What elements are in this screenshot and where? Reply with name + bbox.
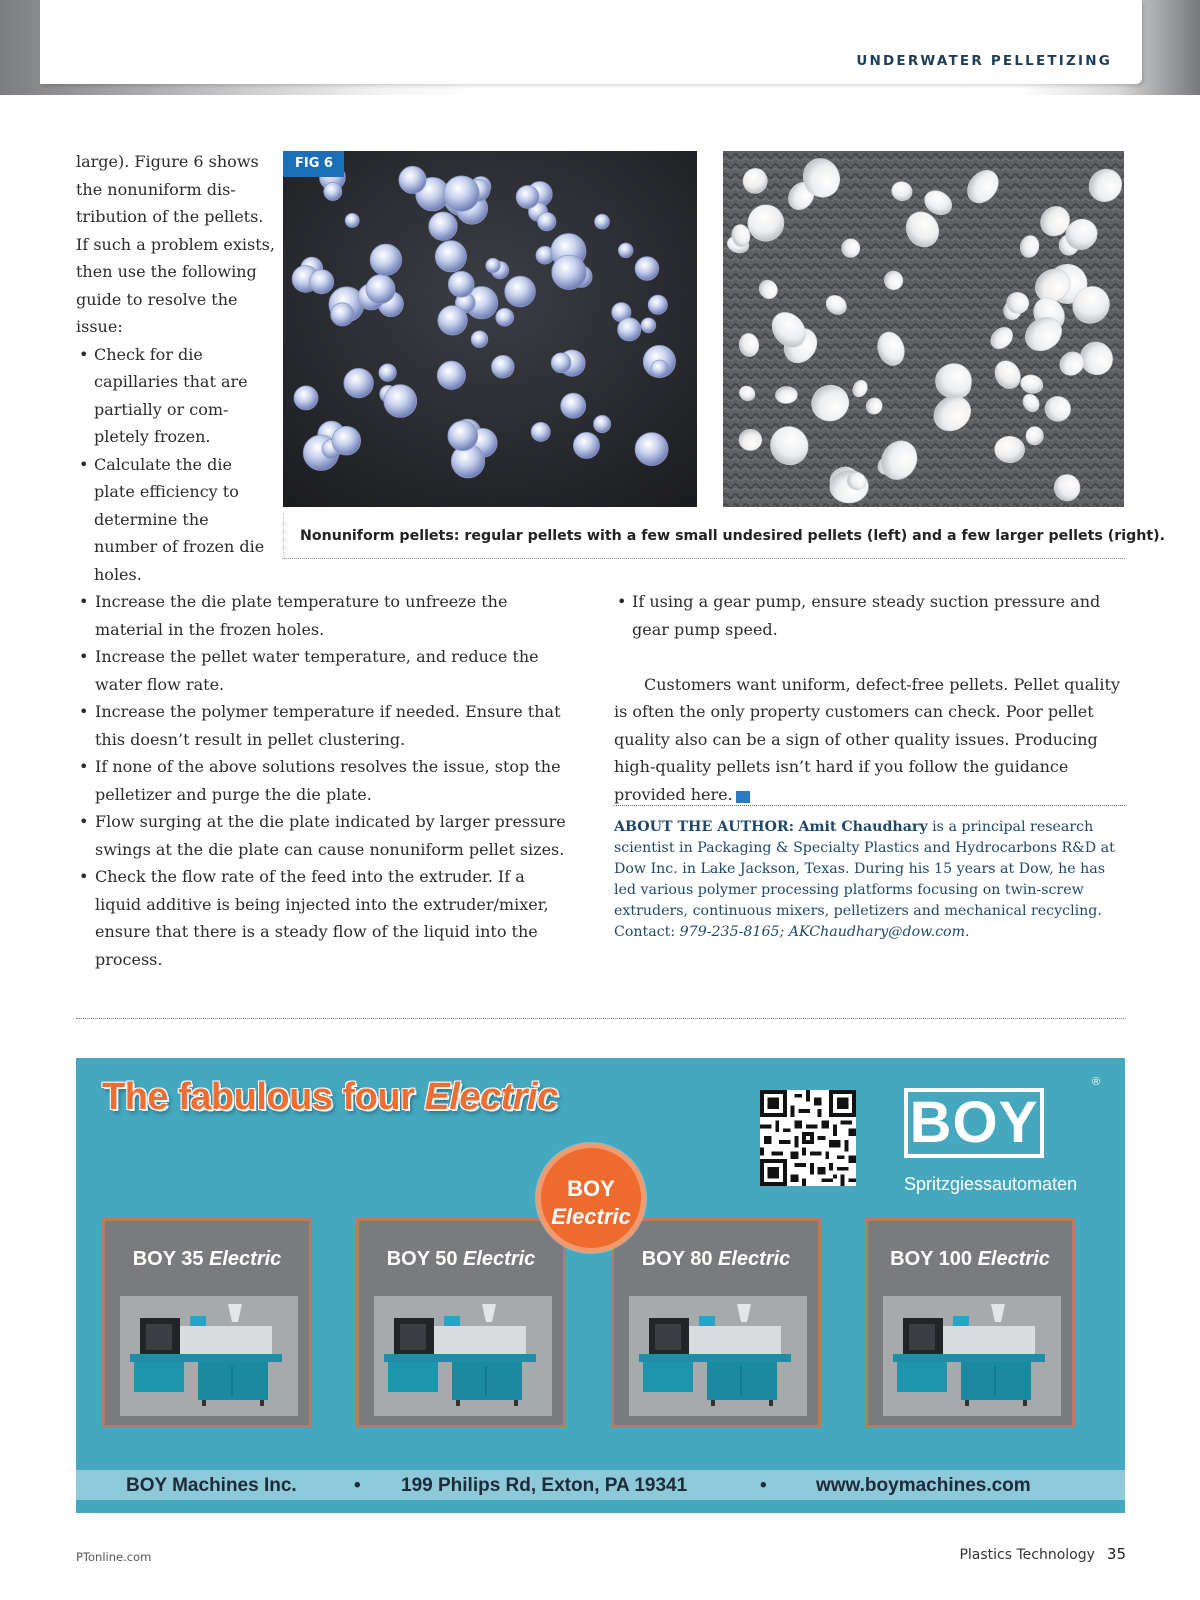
machine-label (614, 1248, 818, 1271)
figure-tag: FIG 6 (283, 151, 344, 177)
figure-caption-text: Nonuniform pellets: regular pellets with a few small undesired pellets (left) and a few larger pellets (right). (300, 528, 1166, 544)
machine-suffix: Electric (977, 1248, 1050, 1270)
closing-paragraph (614, 671, 1126, 809)
list-item: • Increase the die plate temperature to unfreeze the material in the frozen holes. (76, 588, 576, 643)
boy-electric-badge (536, 1143, 646, 1253)
pellets-photo-left (283, 151, 697, 507)
registered-mark: ® (1092, 1076, 1101, 1088)
footer-publication (959, 1545, 1126, 1563)
intro-column (76, 148, 276, 588)
ad-address: 199 Philips Rd, Exton, PA 19341 (401, 1475, 688, 1496)
ad-separator: • (760, 1475, 767, 1496)
section-title: UNDERWATER PELLETIZING (856, 53, 1112, 69)
machine-suffix: Electric (718, 1248, 791, 1270)
injection-machine-icon (374, 1296, 552, 1416)
figure-6 (283, 151, 1166, 560)
figure-caption (283, 513, 1166, 559)
intro-paragraph: large). Figure 6 shows the nonuniform distribution of the pellets. If such a problem exists, then use the following guide to resolve the issue: (76, 152, 275, 336)
machine-label (868, 1248, 1072, 1271)
footer-site[interactable]: PTonline.com (76, 1550, 152, 1564)
list-item: • Flow surging at the die plate indicated by larger pressure swings at the die plate can cause nonuniform pellet sizes. (76, 808, 576, 863)
left-column (76, 588, 576, 973)
page-number: 35 (1106, 1545, 1126, 1563)
pellets-photo-right (723, 151, 1124, 507)
boy-advertisement[interactable] (76, 1058, 1125, 1513)
ad-title-main: The fabulous four (102, 1076, 425, 1118)
list-item: • Increase the polymer temperature if needed. Ensure that this doesn’t result in pellet clustering. (76, 698, 576, 753)
right-column (614, 588, 1126, 808)
machine-model: BOY 100 (890, 1248, 978, 1270)
list-item: • If none of the above solutions resolves the issue, stop the pelletizer and purge the die plate. (76, 753, 576, 808)
machine-card-50[interactable] (356, 1218, 566, 1428)
machine-model: BOY 80 (641, 1248, 719, 1270)
ad-separator: • (354, 1475, 361, 1496)
machine-card-35[interactable] (102, 1218, 312, 1428)
machine-card-100[interactable] (865, 1218, 1075, 1428)
closing-paragraph-text: Customers want uniform, defect-free pellets. Pellet quality is often the only property customers can check. Poor pellet quality also can be a sign of other quality issues. Producing high-quality pellets isn’t hard if you follow the guidance provided here. (614, 674, 1120, 804)
badge-line-2: Electric (551, 1204, 631, 1229)
badge-line-1: BOY (567, 1176, 615, 1201)
ad-divider (76, 1018, 1124, 1019)
ad-company: BOY Machines Inc. (126, 1475, 297, 1496)
ad-title (102, 1076, 558, 1119)
qr-code-icon[interactable] (760, 1090, 856, 1186)
machine-card-80[interactable] (611, 1218, 821, 1428)
machine-suffix: Electric (209, 1248, 282, 1270)
list-item: • Check for die capillaries that are partially or completely frozen. (76, 341, 276, 451)
machine-model: BOY 35 (132, 1248, 210, 1270)
pt-end-icon: PT (736, 791, 750, 803)
author-divider (614, 805, 1125, 806)
boy-logo-subtitle: Spritzgiessautomaten (904, 1174, 1078, 1194)
machine-suffix: Electric (463, 1248, 536, 1270)
author-label: ABOUT THE AUTHOR: (614, 819, 794, 835)
footer-publication-name: Plastics Technology (959, 1547, 1095, 1563)
author-end: . (965, 924, 970, 940)
injection-machine-icon (883, 1296, 1061, 1416)
list-item: • Calculate the die plate efficiency to determine the number of frozen die holes. (76, 451, 276, 589)
machine-model: BOY 50 (386, 1248, 464, 1270)
boy-logo-text: BOY (909, 1090, 1039, 1155)
list-item: • Check the flow rate of the feed into the extruder. If a liquid additive is being injected into the extruder/mixer, ensure that there is a steady flow of the liquid into the process. (76, 863, 576, 973)
machine-label (105, 1248, 309, 1271)
author-bio (614, 817, 1126, 943)
machine-label (359, 1248, 563, 1271)
author-name: Amit Chaudhary (798, 819, 928, 835)
injection-machine-icon (629, 1296, 807, 1416)
ad-title-italic: Electric (424, 1076, 558, 1118)
ad-footer-band (76, 1470, 1125, 1500)
author-text: is a principal research scientist in Packaging & Specialty Plastics and Hydrocarbons R&D at Dow Inc. in Lake Jackson, Texas. During his 15 years at Dow, he has led various polymer processing platforms focusing on twin-screw extruders, continuous mixers, pelletizers and mechanical recycling. Contact: (614, 819, 1115, 940)
author-contact: 979-235-8165; AKChaudhary@dow.com (679, 924, 966, 940)
list-item: • Increase the pellet water temperature, and reduce the water flow rate. (76, 643, 576, 698)
header-panel (40, 0, 1142, 84)
boy-logo (904, 1088, 1044, 1158)
injection-machine-icon (120, 1296, 298, 1416)
list-item: • If using a gear pump, ensure steady suction pressure and gear pump speed. (614, 588, 1126, 643)
ad-website-link[interactable]: www.boymachines.com (816, 1475, 1031, 1496)
